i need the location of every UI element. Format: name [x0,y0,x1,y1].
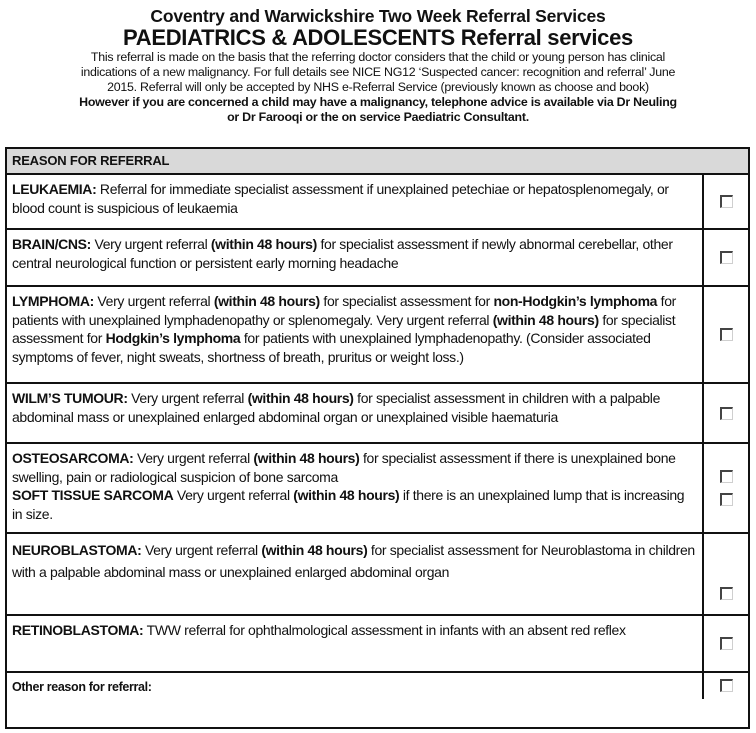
condition-name: Hodgkin’s lymphoma [105,330,241,346]
checkbox-wilms-tumour[interactable] [720,407,733,420]
row-description: Very urgent referral [93,293,214,309]
row-retinoblastoma [7,616,748,673]
row-neuroblastoma [7,534,748,616]
urgency-note: (within 48 hours) [253,450,360,466]
row-description: for specialist assessment for Neuroblastoma in children with a palpable abdominal mass or unexplained enlarged abdominal organ [12,542,695,580]
row-description: Referral for immediate specialist assessment if unexplained petechiae or hepatosplenomegaly, or blood count is suspicious of leukaemia [12,181,669,216]
row-text [7,384,704,442]
row-wilms-tumour [7,384,748,444]
row-description: for patients with unexplained lymphadenopathy or splenomegaly. Very urgent referral [12,293,676,328]
row-description: Very urgent referral [173,487,294,503]
row-text [7,616,704,671]
row-lymphoma [7,287,748,384]
checkbox-cell [704,287,748,382]
row-description: Very urgent referral [127,390,248,406]
row-description: TWW referral for ophthalmological assessment in infants with an absent red reflex [143,622,626,638]
row-description: if there is an unexplained lump that is increasing in size. [12,487,685,522]
urgency-note: (within 48 hours) [210,236,317,252]
condition-name: non-Hodgkin’s lymphoma [493,293,658,309]
checkbox-cell [704,534,748,614]
urgency-note: (within 48 hours) [492,311,599,328]
checkbox-cell [704,230,748,285]
row-label: LYMPHOMA: [12,293,94,309]
row-text [7,230,704,285]
warning-line: or Dr Farooqi or the on service Paediatric Consultant. [227,110,529,124]
checkbox-osteosarcoma[interactable] [720,470,733,483]
advice-warning [0,95,756,125]
intro-line: indications of a new malignancy. For full details see NICE NG12 ‘Suspected cancer: recognition and referral’ June [80,65,676,79]
intro-line: 2015. Referral will only be accepted by NHS e-Referral Service (previously known as choose and book) [107,80,649,94]
checkbox-cell [704,175,748,228]
row-label: OSTEOSARCOMA: [12,450,134,466]
row-label: RETINOBLASTOMA: [12,622,144,638]
warning-line: However if you are concerned a child may have a malignancy, telephone advice is available via Dr Neuling [79,95,677,109]
checkbox-retinoblastoma[interactable] [720,637,733,650]
urgency-note: (within 48 hours) [213,293,320,309]
checkbox-leukaemia[interactable] [720,195,733,208]
row-description: for patients with unexplained lymphadenopathy. (Consider associated symptoms of fever, night sweats, shortness of breath, pruritus or weight loss.) [12,330,651,365]
checkbox-cell [704,673,748,699]
other-reason-field[interactable] [7,673,704,699]
row-label: WILM’S TUMOUR: [12,390,128,406]
row-text [7,175,704,228]
row-brain-cns [7,230,748,287]
intro-line: This referral is made on the basis that the referring doctor considers that the child or young person has clinical [90,50,666,64]
checkbox-lymphoma[interactable] [720,328,733,341]
document-title: Coventry and Warwickshire Two Week Referral Services [150,6,606,26]
row-sarcoma [7,444,748,534]
row-leukaemia [7,175,748,230]
row-text [7,534,704,614]
document-header [0,0,756,125]
checkbox-cell [704,384,748,442]
checkbox-cell [704,444,748,532]
checkbox-soft-tissue-sarcoma[interactable] [720,493,733,506]
urgency-note: (within 48 hours) [261,542,368,558]
row-label: BRAIN/CNS: [12,236,91,252]
row-description: for specialist assessment if there is unexplained bone swelling, pain or radiological suspicion of bone sarcoma [12,450,676,485]
document-subtitle: PAEDIATRICS & ADOLESCENTS Referral services [123,25,633,50]
checkbox-brain-cns[interactable] [720,251,733,264]
row-label: SOFT TISSUE SARCOMA [12,487,174,503]
row-other-reason [7,673,748,699]
row-description: Very urgent referral [133,450,254,466]
row-description: for specialist assessment for [12,311,676,346]
intro-paragraph [0,50,756,95]
row-description: for specialist assessment in children with a palpable abdominal mass or unexplained enlarged abdominal organ or unexplained visible haematuria [12,390,660,425]
urgency-note: (within 48 hours) [293,487,400,503]
checkbox-cell [704,616,748,671]
checkbox-neuroblastoma[interactable] [720,587,733,600]
table-heading: REASON FOR REFERRAL [7,149,748,175]
row-description: Very urgent referral [141,542,262,558]
checkbox-other-reason[interactable] [720,679,733,692]
row-label: LEUKAEMIA: [12,181,97,197]
row-description: Very urgent referral [90,236,211,252]
referral-reasons-table [5,147,750,729]
row-description: for specialist assessment for [319,293,494,309]
row-text [7,444,704,532]
row-text [7,287,704,382]
row-description: for specialist assessment if newly abnormal cerebellar, other central neurological function or persistent early morning headache [12,236,673,271]
urgency-note: (within 48 hours) [247,390,354,406]
row-label: Other reason for referral: [12,680,152,694]
row-label: NEUROBLASTOMA: [12,542,142,558]
